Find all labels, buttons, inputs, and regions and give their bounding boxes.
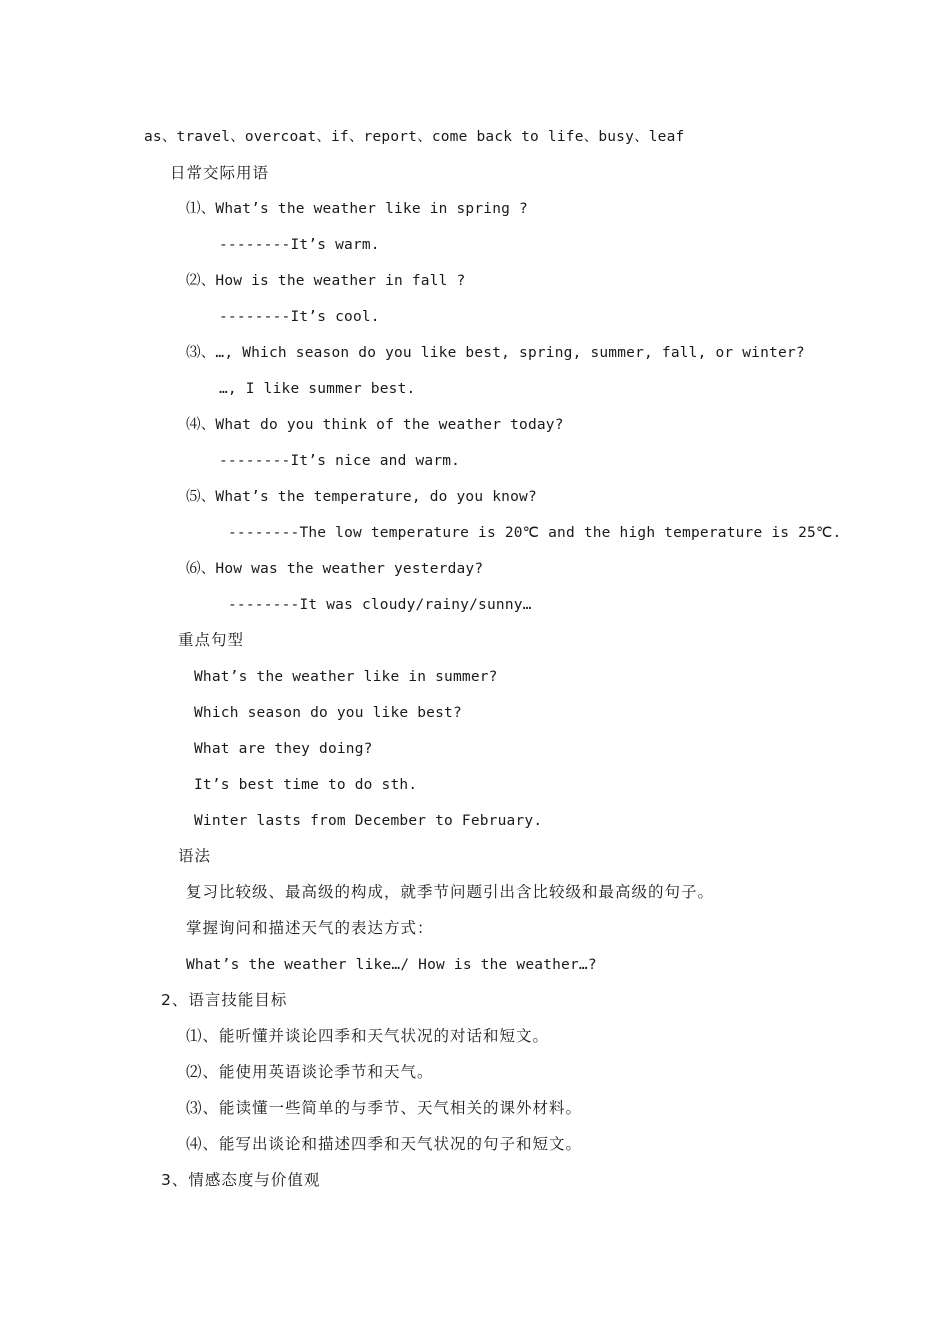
key-sentence: What’s the weather like in summer? [194,669,498,685]
dialogue-answer: --------The low temperature is 20℃ and the high temperature is 25℃. [228,525,842,541]
grammar-item: 复习比较级、最高级的构成，就季节问题引出含比较级和最高级的句子。 [186,883,715,901]
dialogue-answer: --------It’s warm. [219,237,380,253]
skills-item: ⑷、能写出谈论和描述四季和天气状况的句子和短文。 [186,1135,583,1153]
skills-item: ⑵、能使用英语谈论季节和天气。 [186,1063,434,1081]
key-sentence: Which season do you like best? [194,705,462,721]
vocabulary-line: as、travel、overcoat、if、report、come back to life、busy、leaf [144,129,685,145]
dialogue-question: ⑴、What’s the weather like in spring ? [186,201,528,217]
grammar-item: What’s the weather like…/ How is the weather…? [186,957,597,973]
key-sentence: What are they doing? [194,741,373,757]
dialogue-answer: --------It’s nice and warm. [219,453,461,469]
grammar-heading: 语法 [178,847,212,865]
grammar-item: 掌握询问和描述天气的表达方式： [186,919,434,937]
dialogue-answer: …, I like summer best. [219,381,416,397]
key-sentences-heading: 重点句型 [178,631,245,649]
dialogue-question: ⑹、How was the weather yesterday? [186,561,484,577]
key-sentence: It’s best time to do sth. [194,777,418,793]
dialogue-question: ⑶、…, Which season do you like best, spring, summer, fall, or winter? [186,345,805,361]
dialogue-question: ⑵、How is the weather in fall ? [186,273,466,289]
key-sentence: Winter lasts from December to February. [194,813,543,829]
daily-expressions-heading: 日常交际用语 [170,164,270,182]
attitude-heading: 3、情感态度与价值观 [161,1171,321,1189]
skills-item: ⑶、能读懂一些简单的与季节、天气相关的课外材料。 [186,1099,583,1117]
skills-heading: 2、语言技能目标 [161,991,288,1009]
dialogue-answer: --------It was cloudy/rainy/sunny… [228,597,532,613]
dialogue-question: ⑸、What’s the temperature, do you know? [186,489,537,505]
dialogue-answer: --------It’s cool. [219,309,380,325]
dialogue-question: ⑷、What do you think of the weather today? [186,417,564,433]
skills-item: ⑴、能听懂并谈论四季和天气状况的对话和短文。 [186,1027,550,1045]
